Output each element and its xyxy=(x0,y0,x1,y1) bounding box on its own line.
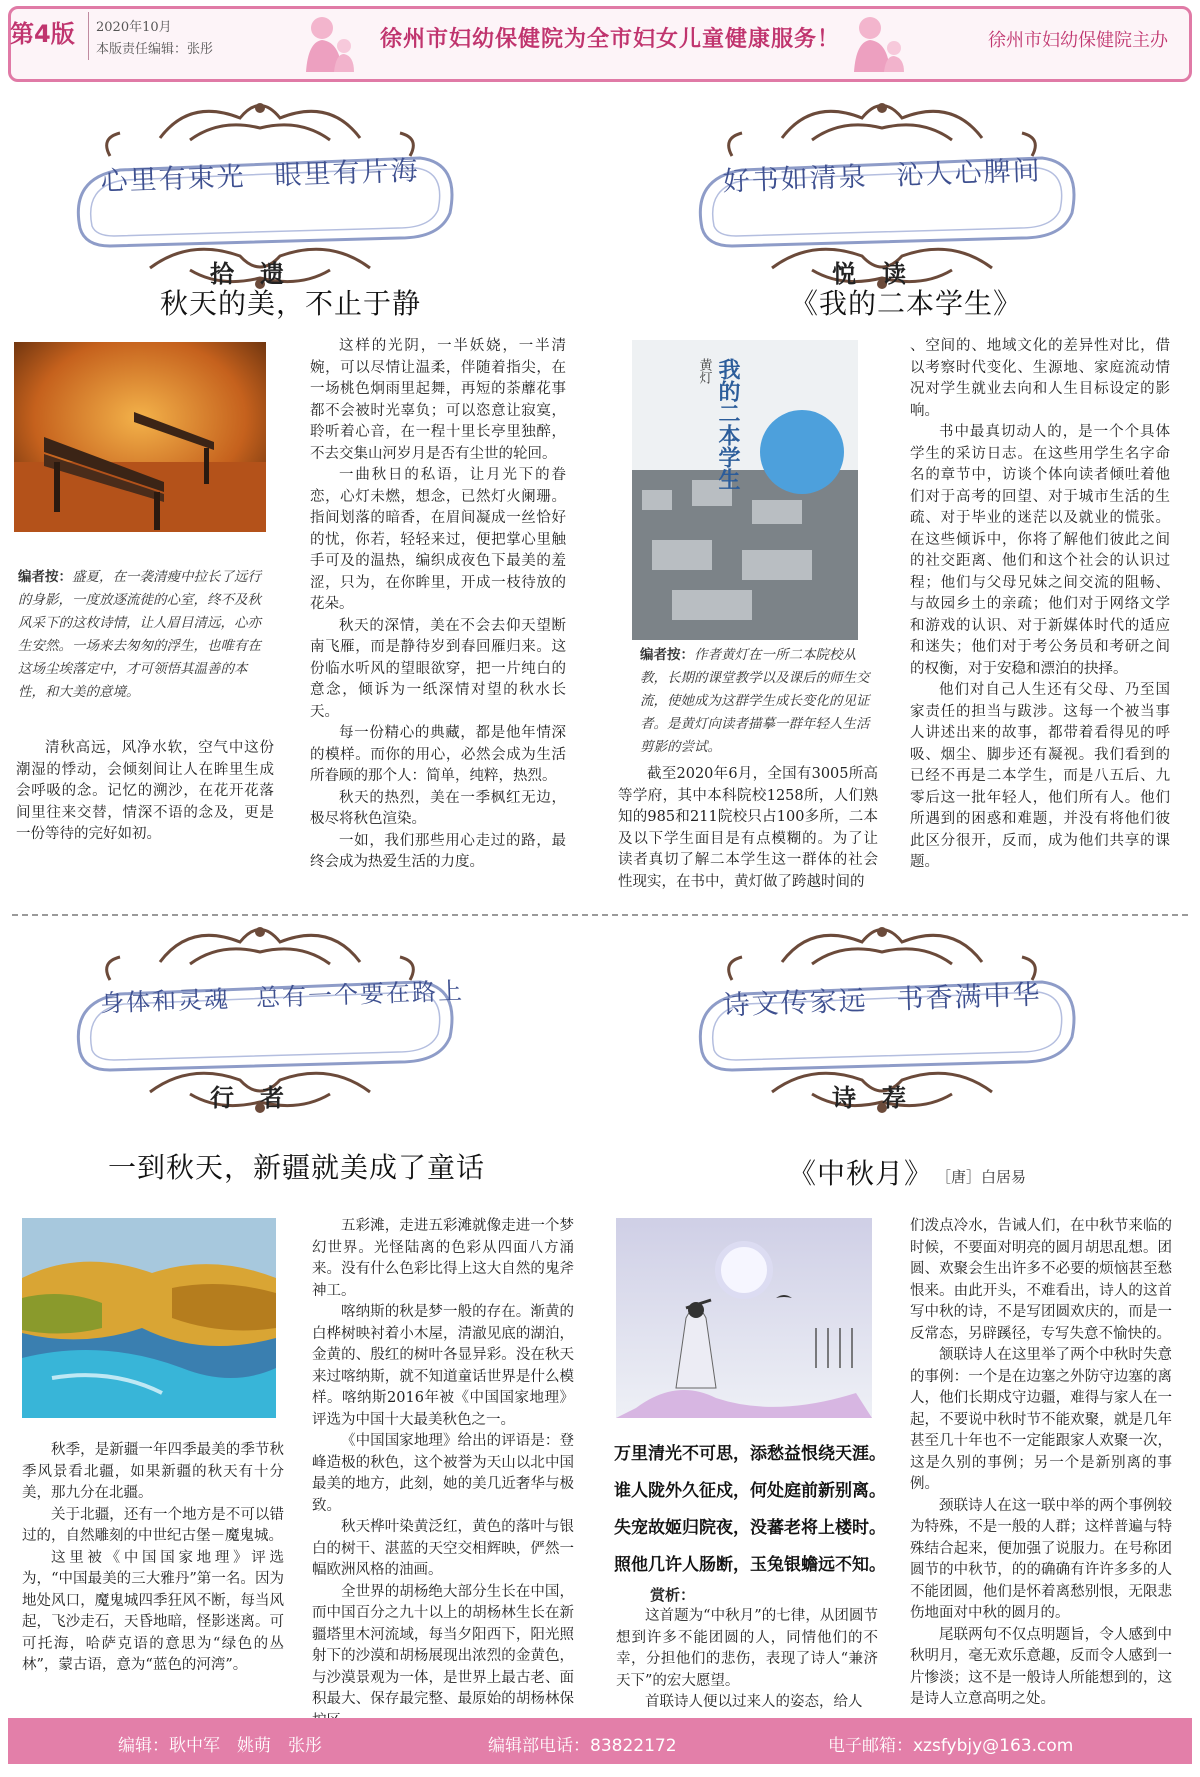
paragraph: 这里被《中国国家地理》评选为，“中国最美的三大雅丹”第一名。因为地处风口，魔鬼城四季狂风不断，每当风起，飞沙走石，天昏地暗，怪影迷离。可可托海，哈萨克语的意思为“绿色的丛林”，蒙古语，意为“蓝色的河湾”。 xyxy=(22,1549,284,1673)
paragraph: 秋季，是新疆一年四季最美的季节秋季风景看北疆，如果新疆的秋天有十分美，那九分在北疆。 xyxy=(22,1442,284,1501)
appreciation-label: 赏析： xyxy=(650,1586,696,1604)
article-column-right xyxy=(910,1216,1172,1711)
article-headline: 《中秋月》 xyxy=(788,1157,934,1190)
paragraph: 一曲秋日的私语，让月光下的眷恋，心灯未燃，想念，已然灯火阑珊。指间划落的暗香，在眉间凝成一丝恰好的忧，你若，轻轻来过，便把掌心里触手可及的温热，编织成夜色下最美的羞涩，只为，在你眸里，开成一枝待放的花朵。 xyxy=(310,467,566,612)
poem-byline: ［唐］白居易 xyxy=(936,1168,1027,1186)
article-column-left xyxy=(16,738,274,846)
poem-line: 失宠故姬归院夜，没蕃老将上楼时。 xyxy=(614,1518,886,1538)
column-name: 悦读 xyxy=(832,259,932,288)
article-headline: 《我的二本学生》 xyxy=(790,287,1023,320)
banner-title: 好书如清泉 沁人心脾间 xyxy=(722,155,1043,198)
paragraph: 喀纳斯的秋是梦一般的存在。渐黄的白桦树映衬着小木屋，清澈见底的湖泊，金黄的、殷红的树叶各显异彩。没在秋天来过喀纳斯，就不知道童话世界是什么模样。喀纳斯2016年被《中国国家地理》评选为中国十大最美秋色之一。 xyxy=(312,1304,574,1428)
responsible-editor: 本版责任编辑：张彤 xyxy=(96,42,214,57)
article-headline: 一到秋天，新疆就美成了童话 xyxy=(108,1151,486,1184)
article-column-left xyxy=(616,1606,878,1714)
section-banner xyxy=(662,88,1102,298)
paragraph: 尾联两句不仅点明题旨，令人感到中秋明月，毫无欢乐意趣，反而令人感到一片惨淡；这不是一般诗人所能想到的，这是诗人立意高明之处。 xyxy=(910,1626,1172,1707)
mother-child-icon xyxy=(300,12,360,76)
paragraph: 颔联诗人在这里举了两个中秋时失意的事例：一个是在边塞之外防守边塞的离人，他们长期戍守边疆，难得与家人在一起，不要说中秋时节不能欢聚，就是几年甚至几十年也不一定能跟家人欢聚一次，这是久别的事例；另一个是新别离的事例。 xyxy=(910,1347,1172,1492)
article-headline: 秋天的美，不止于静 xyxy=(160,287,422,320)
article-column-right xyxy=(312,1216,574,1732)
poem-line: 照他几许人肠断，玉兔银蟾远不知。 xyxy=(614,1555,886,1575)
article-column-right xyxy=(910,336,1170,874)
poem-line: 谁人陇外久征戍，何处庭前新别离。 xyxy=(614,1481,886,1501)
paragraph: 截至2020年6月，全国有3005所高等学府，其中本科院校1258所，人们熟知的985和211院校只占100多所，二本及以下学生面目是有点模糊的。为了让读者真切了解二本学生这一群体的社会性现实，在书中，黄灯做了跨越时间的 xyxy=(618,766,878,890)
poet-under-moon-painting xyxy=(616,1218,872,1418)
column-name: 行者 xyxy=(210,1083,310,1112)
xinjiang-autumn-lake-photo xyxy=(22,1218,276,1418)
poem-line: 万里清光不可思，添愁益恨绕天涯。 xyxy=(614,1444,886,1464)
mother-child-icon xyxy=(846,12,910,76)
section-banner xyxy=(662,912,1102,1122)
paragraph: 书中最真切动人的，是一个个具体学生的采访日志。在这些用学生名字命名的章节中，访谈个体向读者倾吐着他们对于高考的回望、对于城市生活的生疏、对于毕业的迷茫以及就业的慌张。在这些倾诉中，你将了解他们彼此之间的社交距离、他们和这个社会的认识过程；他们与父母兄妹之间交流的阻畅、与故园乡土的亲疏；他们对于网络文学和游戏的认识、对于新媒体时代的适应和迷失；他们对于考公务员和考研之间的权衡，对于安稳和漂泊的抉择。 xyxy=(910,424,1170,677)
article-column-right xyxy=(310,336,566,874)
editor-note-label: 编者按： xyxy=(640,647,694,663)
paragraph: 秋天的热烈，美在一季枫红无边，极尽将秋色渲染。 xyxy=(310,789,566,827)
banner-title: 诗文传家远 书香满中华 xyxy=(722,979,1043,1022)
banner-title: 身体和灵魂 总有一个要在路上 xyxy=(99,976,465,1018)
footer-editors: 编辑：耿中军 姚萌 张彤 xyxy=(118,1736,322,1756)
paragraph: 这样的光阴，一半妖娆，一半清婉，可以尽情让温柔，伴随着指尖，在一场桃色炯雨里起舞，再短的荼蘼花事都不会被时光辜负；可以恣意让寂寞，聆听着心音，在一程十里长亭里独醉，不去交集山河岁月是否有尘世的轮回。 xyxy=(310,338,566,462)
editor-note-text: 作者黄灯在一所二本院校从教，长期的课堂教学以及课后的师生交流，使她成为这群学生成长变化的见证者。是黄灯向读者描摹一群年轻人生活剪影的尝试。 xyxy=(640,647,870,755)
header-slogan: 徐州市妇幼保健院为全市妇女儿童健康服务！ xyxy=(380,27,841,52)
book-cover xyxy=(632,340,858,640)
column-name: 诗荐 xyxy=(832,1083,932,1112)
paragraph: 秋天的深情，美在不会去仰天望断南飞雁，而是静待岁到春回雁归来。这份临水听风的望眼欲穿，把一片纯白的意念，倾诉为一纸深情对望的秋水长天。 xyxy=(310,617,566,720)
banner-title: 心里有束光 眼里有片海 xyxy=(100,155,421,198)
article-column-left xyxy=(22,1440,284,1677)
paragraph: 《中国国家地理》给出的评语是：登峰造极的秋色，这个被誉为天山以北中国最美的地方，此刻，她的美几近奢华与极致。 xyxy=(312,1433,574,1514)
paragraph-continuation: 们泼点冷水，告诫人们，在中秋节来临的时候，不要面对明亮的圆月胡思乱想。团圆、欢聚会生出许多不必要的烦恼甚至愁恨来。由此开头，不难看出，诗人的这首写中秋的诗，不是写团圆欢庆的，而是一反常态，另辟蹊径，专写失意不愉快的。 xyxy=(910,1218,1172,1342)
paragraph: 颈联诗人在这一联中举的两个事例较为特殊，不是一般的人群；这样普遍与特殊结合起来，便加强了说服力。在号称团圆节的中秋节，的的确确有许许多多的人不能团圆，他们是怀着离愁别恨，无限悲伤地面对中秋的圆月的。 xyxy=(910,1497,1172,1621)
paragraph: 这首题为“中秋月”的七律，从团圆节想到许多不能团圆的人，同情他们的不幸，分担他们的悲伤，表现了诗人“兼济天下”的宏大愿望。 xyxy=(616,1608,878,1689)
footer-email: 电子邮箱：xzsfybjy@163.com xyxy=(828,1736,1074,1756)
paragraph: 关于北疆，还有一个地方是不可以错过的，自然雕刻的中世纪古堡－魔鬼城。 xyxy=(22,1506,284,1544)
poem-text xyxy=(614,1436,904,1584)
host-organization: 徐州市妇幼保健院主办 xyxy=(988,30,1168,51)
editor-note xyxy=(18,566,266,704)
section-banner xyxy=(40,88,480,298)
paragraph: 全世界的胡杨绝大部分生长在中国，而中国百分之九十以上的胡杨林生长在新疆塔里木河流域，每当夕阳西下，阳光照射下的沙漠和胡杨展现出浓烈的金黄色，与沙漠景观为一体，是世界上最古老、面积最大、保存最完整、最原始的胡杨林保 xyxy=(312,1583,574,1707)
paragraph: 首联诗人便以过来人的姿态，给人 xyxy=(645,1694,863,1710)
paragraph: 五彩滩，走进五彩滩就像走进一个梦幻世界。光怪陆离的色彩从四面八方涌来。没有什么色彩比得上这大自然的鬼斧神工。 xyxy=(312,1218,574,1299)
editor-note-label: 编者按： xyxy=(18,569,72,585)
page-number: 第4版 xyxy=(10,20,75,48)
paragraph: 每一份精心的典藏，都是他年情深的模样。而你的用心，必然会成为生活所眷顾的那个人：简单，纯粹，热烈。 xyxy=(310,725,566,784)
section-banner xyxy=(40,912,480,1122)
paragraph: 一如，我们那些用心走过的路，最终会成为热爱生活的力度。 xyxy=(310,832,566,870)
paragraph: 秋天桦叶染黄泛红，黄色的落叶与银白的树干、湛蓝的天空交相辉映，俨然一幅欧洲风格的油画。 xyxy=(312,1519,574,1578)
book-title-text: 我的二本学生 xyxy=(715,358,741,490)
editor-note-text: 盛夏，在一袭清瘦中拉长了远行的身影，一度放逐流徙的心室，终不及秋风采下的这枚诗情，让人眉目清远，心亦生安然。一场来去匆匆的浮生，也唯有在这场尘埃落定中，才可领悟其温善的本性，和大美的意境。 xyxy=(18,569,261,700)
paragraph-continuation: 、空间的、地域文化的差异性对比，借以考察时代变化、生源地、家庭流动情况对学生就业去向和人生目标设定的影响。 xyxy=(910,338,1170,419)
issue-date: 2020年10月 xyxy=(96,20,172,35)
article-column-left xyxy=(618,764,878,893)
editor-note xyxy=(640,644,876,759)
paragraph: 他们对自己人生还有父母、乃至国家责任的担当与跋涉。这每一个被当事人讲述出来的故事，都带着看得见的呼吸、烟尘、脚步还有凝视。我们看到的已经不再是二本学生，而是八五后、九零后这一批年轻人，他们所有人。他们所遇到的困惑和难题，并没有将他们彼此区分很开，反而，成为他们共享的课题。 xyxy=(910,682,1170,870)
header-divider xyxy=(88,12,89,60)
book-author-text: 黄灯 xyxy=(696,358,712,384)
paragraph: 清秋高远，风净水软，空气中这份潮湿的悸动，会倾刻间让人在眸里生成会呼吸的念。记忆的溯沙，在花开花落间里往来交替，情深不语的念及，更是一份等待的完好如初。 xyxy=(16,740,274,842)
column-name: 拾遗 xyxy=(210,259,310,288)
autumn-bench-photo xyxy=(14,342,266,532)
footer-phone: 编辑部电话：83822172 xyxy=(488,1736,677,1756)
